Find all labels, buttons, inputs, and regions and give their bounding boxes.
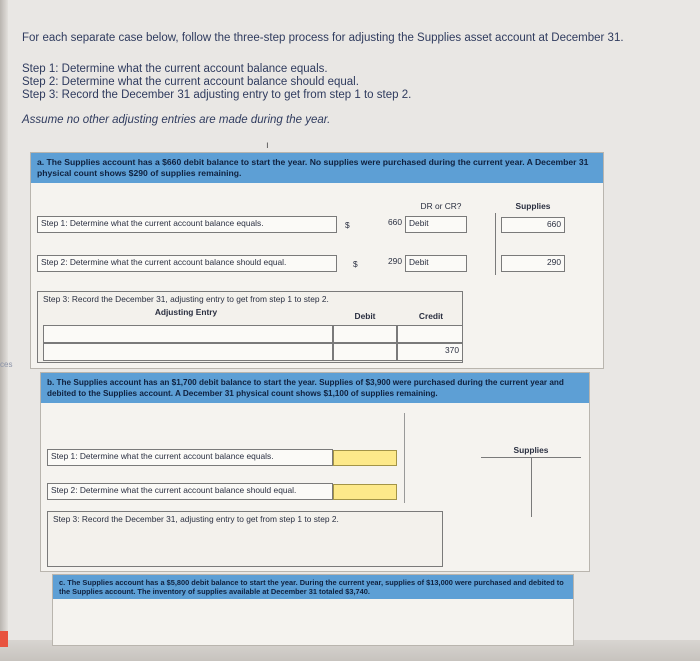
step1-amount-field[interactable]: [333, 450, 397, 466]
step2-label: Step 2: Determine what the current account balance should equal.: [37, 255, 337, 272]
instruction-step-2: Step 2: Determine what the current account balance should equal.: [22, 76, 359, 88]
instructions-heading: For each separate case below, follow the three-step process for adjusting the Supplies asset account at December 31.: [22, 32, 624, 44]
step1-drcr-select[interactable]: Debit: [405, 216, 467, 233]
col-header-supplies: Supplies: [515, 201, 551, 211]
step3-label: Step 3: Record the December 31, adjusting entry to get from step 1 to step 2.: [53, 514, 339, 524]
step1-currency: $: [345, 220, 350, 230]
case-c-description: c. The Supplies account has a $5,800 debit balance to start the year. During the current year, supplies of $13,000 were purchased and debited to the Supplies account. The inventory of supplies available at December 31 totaled $3,740.: [53, 575, 573, 599]
step2-currency: $: [353, 259, 358, 269]
grid-line: [404, 413, 405, 503]
instruction-note: Assume no other adjusting entries are made during the year.: [22, 114, 331, 126]
step2-label: Step 2: Determine what the current account balance should equal.: [47, 483, 333, 500]
journal-row2-account[interactable]: [43, 343, 333, 361]
col-header-dr-cr: DR or CR?: [420, 201, 462, 211]
journal-row2-credit[interactable]: 370: [397, 343, 463, 361]
supplies-beginning-field[interactable]: 660: [501, 217, 565, 233]
instruction-step-1: Step 1: Determine what the current account balance equals.: [22, 63, 328, 75]
step2-drcr-select[interactable]: Debit: [405, 255, 467, 272]
col-header-credit: Credit: [418, 311, 444, 321]
t-account-vertical-line: [531, 457, 532, 517]
journal-row1-account[interactable]: [43, 325, 333, 343]
step1-amount-field[interactable]: 660: [388, 217, 402, 227]
journal-row1-debit[interactable]: [333, 325, 397, 343]
step3-label: Step 3: Record the December 31, adjusting entry to get from step 1 to step 2.: [43, 294, 329, 304]
instructions: [22, 32, 692, 127]
case-b-description: b. The Supplies account has an $1,700 debit balance to start the year. Supplies of $3,900 were purchased during the current year and debited to the Supplies account. A December 31 physical count shows $1,100 of supplies remaining.: [41, 373, 589, 403]
step1-label: Step 1: Determine what the current account balance equals.: [37, 216, 337, 233]
sidebar-label: ces: [0, 360, 13, 369]
step1-label: Step 1: Determine what the current account balance equals.: [47, 449, 333, 466]
col-header-debit: Debit: [354, 311, 376, 321]
col-header-adjusting-entry: Adjusting Entry: [154, 307, 218, 317]
journal-row1-credit[interactable]: [397, 325, 463, 343]
case-b-panel: [40, 372, 590, 572]
col-header-supplies: Supplies: [513, 445, 549, 455]
journal-row2-debit[interactable]: [333, 343, 397, 361]
text-cursor-icon: ı: [266, 140, 269, 151]
step2-amount-field[interactable]: [333, 484, 397, 500]
sidebar-tab[interactable]: [0, 631, 8, 647]
case-a-panel: [30, 152, 604, 369]
instruction-step-3: Step 3: Record the December 31 adjusting entry to get from step 1 to step 2.: [22, 89, 412, 101]
photo-edge: [0, 0, 8, 661]
t-account-vertical-line: [495, 213, 496, 275]
case-c-panel: [52, 574, 574, 646]
supplies-ending-field[interactable]: 290: [501, 255, 565, 272]
step2-amount-field[interactable]: 290: [388, 256, 402, 266]
case-a-description: a. The Supplies account has a $660 debit balance to start the year. No supplies were purchased during the current year. A December 31 physical count shows $290 of supplies remaining.: [31, 153, 603, 183]
